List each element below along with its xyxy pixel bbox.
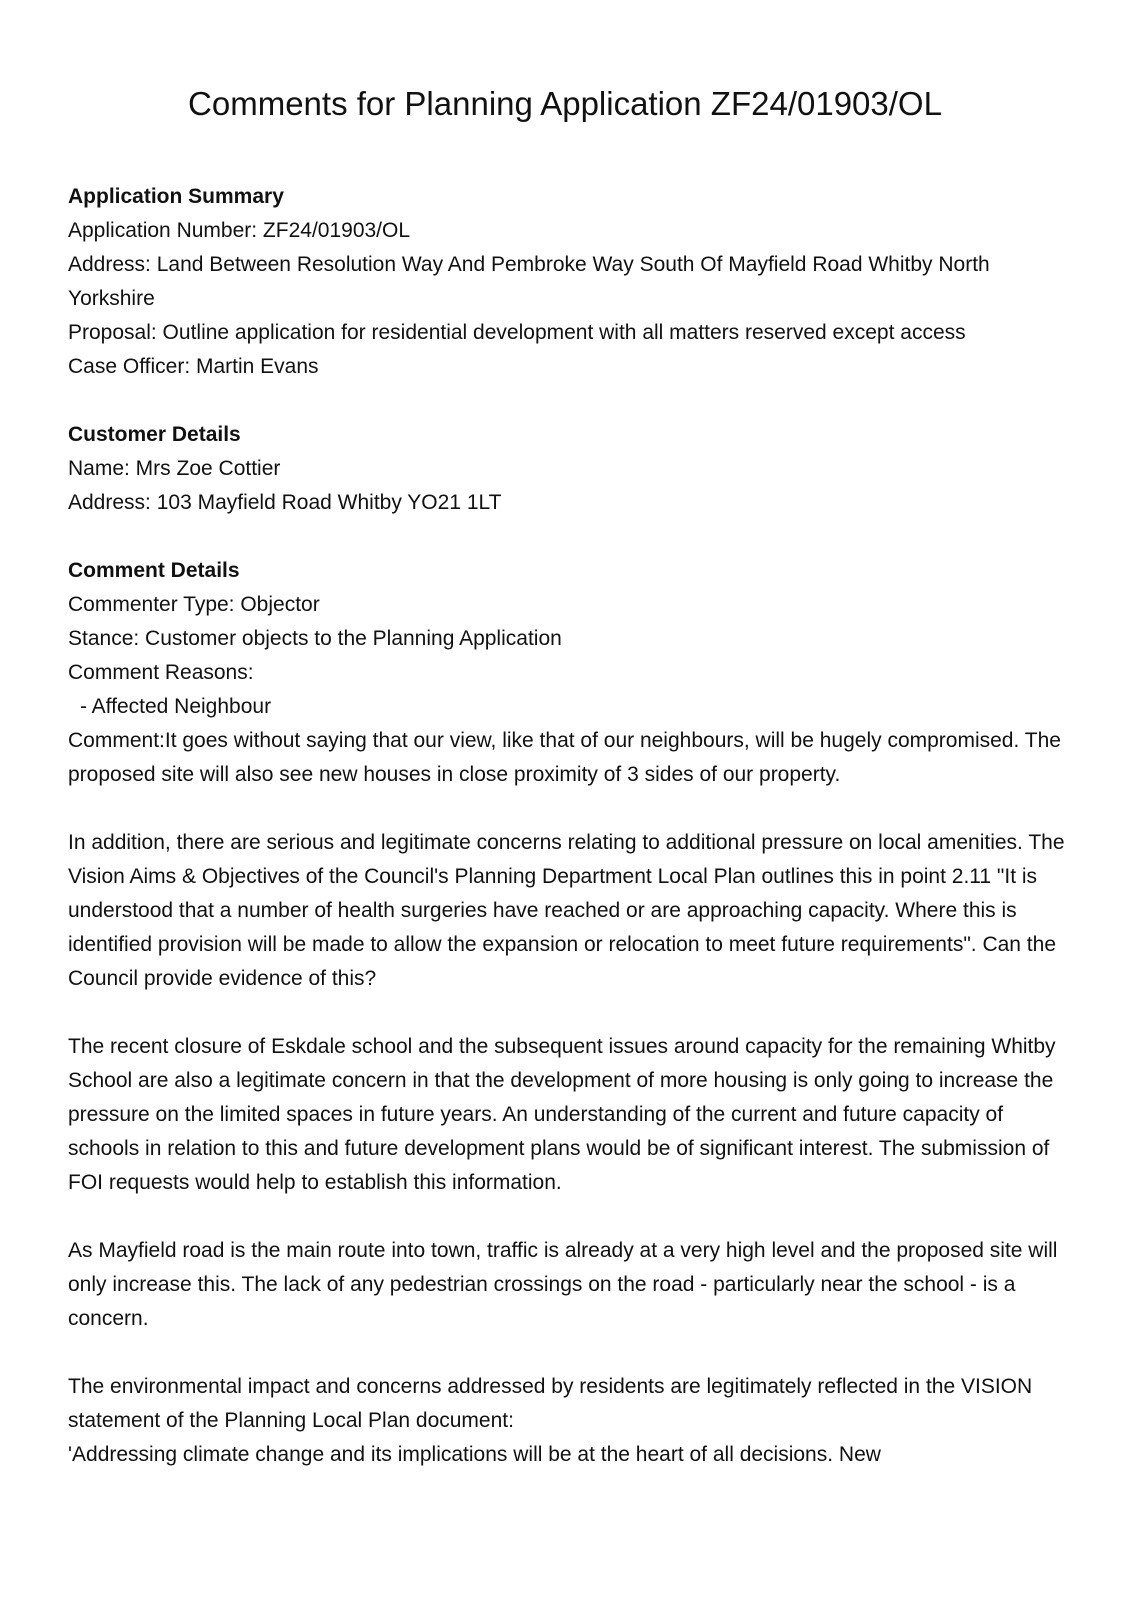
comment-details-section (68, 554, 1068, 1472)
customer-details-heading: Customer Details (68, 423, 241, 446)
comment-reason-item: - Affected Neighbour (80, 695, 272, 718)
customer-details-section (68, 418, 1068, 520)
case-officer: Case Officer: Martin Evans (68, 355, 319, 378)
comment-paragraph: In addition, there are serious and legitimate concerns relating to additional pressure on local amenities. The Vision Aims & Objectives of the Council's Planning Department Local Plan outlines this in point 2.11 "It is understood that a number of health surgeries have reached or are approaching capacity. Where this is identified provision will be made to allow the expansion or relocation to meet future requirements". Can the Council provide evidence of this? (68, 831, 1065, 990)
comment-stance: Stance: Customer objects to the Planning Application (68, 627, 562, 650)
customer-address: Address: 103 Mayfield Road Whitby YO21 1LT (68, 491, 502, 514)
comment-details-heading: Comment Details (68, 559, 240, 582)
spacer (68, 1200, 1068, 1234)
spacer (68, 1336, 1068, 1370)
application-proposal: Proposal: Outline application for residential development with all matters reserved except access (68, 321, 966, 344)
application-address: Address: Land Between Resolution Way And Pembroke Way South Of Mayfield Road Whitby North Yorkshire (68, 253, 990, 310)
spacer (68, 792, 1068, 826)
spacer (68, 520, 1068, 554)
commenter-type: Commenter Type: Objector (68, 593, 320, 616)
application-summary-heading: Application Summary (68, 185, 284, 208)
comment-paragraph: The environmental impact and concerns addressed by residents are legitimately reflected in the VISION statement of the Planning Local Plan document: (68, 1375, 1033, 1432)
application-number: Application Number: ZF24/01903/OL (68, 219, 411, 242)
comment-paragraph: Comment:It goes without saying that our view, like that of our neighbours, will be hugely compromised. The proposed site will also see new houses in close proximity of 3 sides of our property. (68, 729, 1061, 786)
spacer (68, 996, 1068, 1030)
spacer (68, 384, 1068, 418)
comment-paragraph: As Mayfield road is the main route into town, traffic is already at a very high level and the proposed site will only increase this. The lack of any pedestrian crossings on the road - particularly near the school - is a concern. (68, 1239, 1058, 1330)
page-title: Comments for Planning Application ZF24/01903/OL (188, 85, 942, 122)
comment-paragraph: The recent closure of Eskdale school and the subsequent issues around capacity for the remaining Whitby School are also a legitimate concern in that the development of more housing is only going to increase the pressure on the limited spaces in future years. An understanding of the current and future capacity of schools in relation to this and future development plans would be of significant interest. The submission of FOI requests would help to establish this information. (68, 1035, 1056, 1194)
comment-quote-start: 'Addressing climate change and its implications will be at the heart of all decisions. New (68, 1443, 881, 1466)
document-body (68, 180, 1068, 1472)
comment-reasons-label: Comment Reasons: (68, 661, 254, 684)
application-summary-section (68, 180, 1068, 384)
customer-name: Name: Mrs Zoe Cottier (68, 457, 281, 480)
